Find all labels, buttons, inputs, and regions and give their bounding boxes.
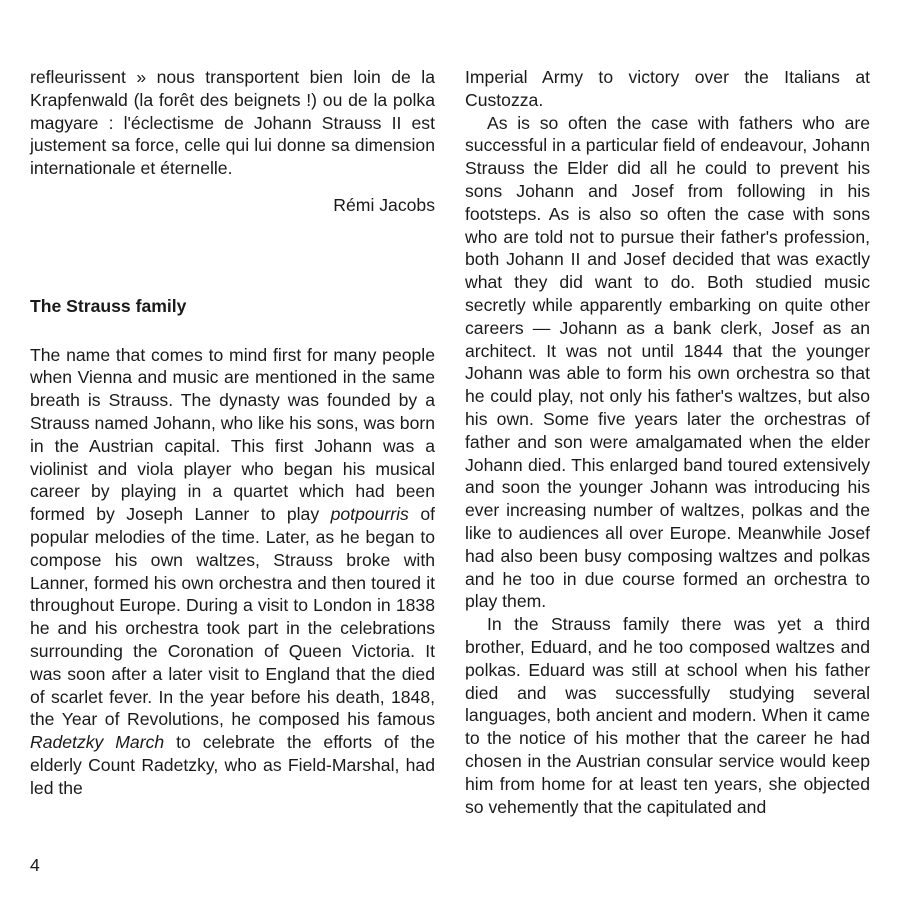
italic-title-radetzky-march: Radetzky March xyxy=(30,732,165,753)
left-column xyxy=(30,66,435,800)
body-paragraph: As is so often the case with fathers who are successful in a particular field of endeavour, Johann Strauss the Elder did all he could to prevent his sons Johann and Josef from following in his footsteps. As is also so often the case with sons who are told not to pursue their father's profession, both Johann II and Josef decided that was exactly what they did want to do. Both studied music secretly while apparently embarking on quite other careers — Johann as a bank clerk, Josef as an architect. It was not until 1844 that the younger Johann was able to form his own orchestra so that he could play, not only his father's waltzes, but also his own. Some five years later the orchestras of father and son were amalgamated when the elder Johann died. This enlarged band toured extensively and soon the younger Johann was introducing his ever increasing number of waltzes, polkas and the like to audiences all over Europe. Meanwhile Josef had also been busy composing waltzes and polkas and he too in due course formed an orchestra to play them. xyxy=(465,112,870,612)
section-heading: The Strauss family xyxy=(30,295,187,316)
body-text: The name that comes to mind first for many people when Vienna and music are mentioned in the same breath is Strauss. The dynasty was founded by a Strauss named Johann, who like his sons, was born in the Austrian capital. This first Johann was a violinist and viola player who began his musical career by playing in a quartet which had been formed by Joseph Lanner to play xyxy=(30,344,435,525)
italic-term-potpourris: potpourris xyxy=(330,504,409,525)
french-text-continuation: refleurissent » nous transportent bien loin de la Krapfenwald (la forêt des beignets !) ou de la polka magyare : l'éclectisme de Johann Strauss II est justement sa force, celle qui lui donne sa dimension internationale et éternelle. xyxy=(30,67,435,179)
author-signature: Rémi Jacobs xyxy=(333,194,435,215)
right-column xyxy=(465,66,870,818)
body-text: to celebrate the efforts of the elderly Count Radetzky, who as Field-Marshal, had led the xyxy=(30,732,436,798)
page-number: 4 xyxy=(30,855,40,875)
body-text: of popular melodies of the time. Later, as he began to compose his own waltzes, Strauss broke with Lanner, formed his own orchestra and then toured it throughout Europe. During a visit to London in 1838 he and his orchestra took part in the celebrations surrounding the Coronation of Queen Victoria. It was soon after a later visit to England that the died of scarlet fever. In the year before his death, 1848, the Year of Revolutions, he composed his famous xyxy=(30,504,435,730)
body-paragraph: In the Strauss family there was yet a third brother, Eduard, and he too composed waltzes and polkas. Eduard was still at school when his father died and was successfully studying several languages, both ancient and modern. When it came to the notice of his mother that the career he had chosen in the Austrian consular service would keep him from home for at least ten years, she objected so vehemently that the capitulated and xyxy=(465,614,870,817)
body-paragraph: Imperial Army to victory over the Italians at Custozza. xyxy=(465,67,870,110)
body-paragraph xyxy=(30,344,435,800)
